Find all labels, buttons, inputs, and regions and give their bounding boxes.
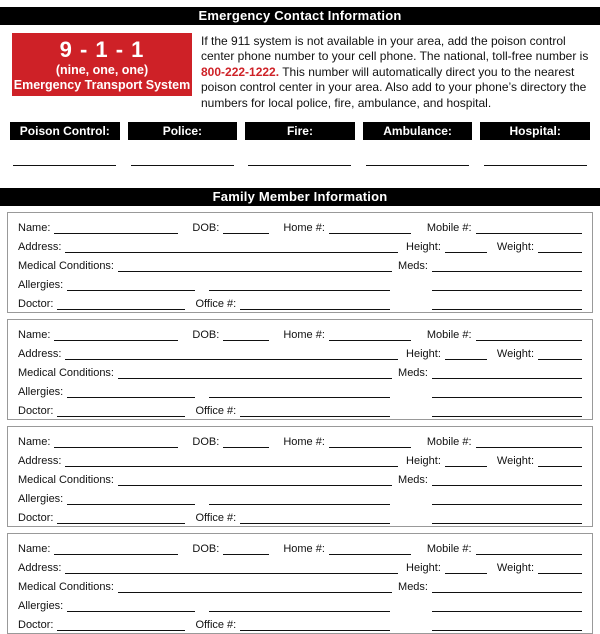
allergies-blank-line[interactable] (67, 396, 195, 398)
weight-label: Weight: (496, 241, 534, 254)
family-row-address (18, 451, 582, 470)
dob-label: DOB: (192, 543, 220, 556)
family-row-address (18, 558, 582, 577)
family-row-medical (18, 363, 582, 382)
911-spelled: (nine, one, one) (55, 62, 149, 77)
home-phone-label: Home #: (283, 329, 325, 342)
family-member-box (7, 319, 593, 420)
poison-control-blank-line[interactable] (13, 159, 116, 166)
family-row-address (18, 344, 582, 363)
family-row-allergies (18, 489, 582, 508)
meds-blank-line-2[interactable] (432, 396, 582, 398)
allergies-blank-line[interactable] (67, 610, 195, 612)
dob-label: DOB: (192, 329, 220, 342)
weight-blank-line[interactable] (538, 572, 582, 574)
intro-text-before: If the 911 system is not available in your area, add the poison control center phone number to your cell phone. The national, toll-free number is (201, 34, 589, 64)
allergies-blank-line[interactable] (67, 503, 195, 505)
meds-blank-line-2[interactable] (432, 503, 582, 505)
weight-blank-line[interactable] (538, 358, 582, 360)
family-row-name (18, 218, 582, 237)
address-blank-line[interactable] (65, 572, 398, 574)
family-row-medical (18, 577, 582, 596)
family-row-doctor (18, 508, 582, 527)
emergency-section-header: Emergency Contact Information (0, 7, 600, 25)
doctor-blank-line[interactable] (57, 308, 185, 310)
allergies-blank-line-2[interactable] (209, 289, 390, 291)
address-label: Address: (18, 348, 62, 361)
family-row-name (18, 432, 582, 451)
fire-blank-line[interactable] (248, 159, 351, 166)
family-row-doctor (18, 615, 582, 634)
mobile-phone-label: Mobile #: (426, 329, 472, 342)
intro-text-after: This number will automatically direct you to the nearest poison control center in your area. Also add to your phone’s directory the numbers for local police, fire, ambulance, and hospital. (201, 64, 587, 110)
name-blank-line[interactable] (54, 553, 178, 555)
family-member-box (7, 426, 593, 527)
height-label: Height: (406, 241, 441, 254)
meds-blank-line-3[interactable] (432, 415, 582, 417)
dob-blank-line[interactable] (223, 339, 269, 341)
meds-label: Meds: (398, 474, 428, 487)
allergies-blank-line-2[interactable] (209, 610, 390, 612)
family-section-header: Family Member Information (0, 188, 600, 206)
medical-conditions-label: Medical Conditions: (18, 474, 114, 487)
meds-blank-line-2[interactable] (432, 610, 582, 612)
doctor-label: Doctor: (18, 298, 54, 311)
height-label: Height: (406, 455, 441, 468)
doctor-label: Doctor: (18, 512, 54, 525)
dob-label: DOB: (192, 436, 220, 449)
family-row-address (18, 237, 582, 256)
height-label: Height: (406, 348, 441, 361)
medical-conditions-blank-line[interactable] (118, 270, 392, 272)
doctor-label: Doctor: (18, 619, 54, 632)
address-blank-line[interactable] (65, 358, 398, 360)
mobile-phone-blank-line[interactable] (476, 553, 582, 555)
home-phone-blank-line[interactable] (329, 232, 411, 234)
911-number: 9 - 1 - 1 (59, 36, 145, 62)
weight-label: Weight: (496, 562, 534, 575)
family-boxes-container (0, 212, 600, 634)
medical-conditions-label: Medical Conditions: (18, 581, 114, 594)
office-phone-blank-line[interactable] (240, 415, 390, 417)
contact-blank-row (10, 159, 590, 169)
medical-conditions-blank-line[interactable] (118, 377, 392, 379)
contact-blank-cell (480, 159, 590, 169)
family-row-allergies (18, 382, 582, 401)
label-hospital: Hospital: (480, 122, 590, 140)
mobile-phone-blank-line[interactable] (476, 446, 582, 448)
label-police: Police: (128, 122, 238, 140)
contact-blank-cell (245, 159, 355, 169)
family-row-allergies (18, 596, 582, 615)
office-phone-label: Office #: (195, 405, 237, 418)
medical-conditions-blank-line[interactable] (118, 484, 392, 486)
hospital-blank-line[interactable] (484, 159, 587, 166)
intro-row (12, 33, 594, 111)
home-phone-blank-line[interactable] (329, 339, 411, 341)
weight-label: Weight: (496, 348, 534, 361)
mobile-phone-label: Mobile #: (426, 436, 472, 449)
home-phone-blank-line[interactable] (329, 446, 411, 448)
contact-blank-cell (128, 159, 238, 169)
name-blank-line[interactable] (54, 232, 178, 234)
height-blank-line[interactable] (445, 358, 487, 360)
address-label: Address: (18, 562, 62, 575)
family-member-box (7, 212, 593, 313)
allergies-label: Allergies: (18, 279, 64, 292)
mobile-phone-blank-line[interactable] (476, 232, 582, 234)
meds-blank-line-2[interactable] (432, 289, 582, 291)
label-fire: Fire: (245, 122, 355, 140)
mobile-phone-label: Mobile #: (426, 222, 472, 235)
meds-label: Meds: (398, 260, 428, 273)
contact-blank-cell (363, 159, 473, 169)
meds-label: Meds: (398, 581, 428, 594)
office-phone-label: Office #: (195, 512, 237, 525)
dob-blank-line[interactable] (223, 232, 269, 234)
label-ambulance: Ambulance: (363, 122, 473, 140)
family-row-doctor (18, 294, 582, 313)
name-label: Name: (18, 222, 51, 235)
poison-control-phone-number: 800-222-1222. (201, 64, 280, 79)
home-phone-label: Home #: (283, 436, 325, 449)
home-phone-blank-line[interactable] (329, 553, 411, 555)
allergies-blank-line[interactable] (67, 289, 195, 291)
name-label: Name: (18, 436, 51, 449)
family-member-box (7, 533, 593, 634)
911-panel (12, 33, 192, 96)
medical-conditions-blank-line[interactable] (118, 591, 392, 593)
intro-paragraph (201, 33, 594, 111)
contact-blank-cell (10, 159, 120, 169)
weight-label: Weight: (496, 455, 534, 468)
weight-blank-line[interactable] (538, 465, 582, 467)
family-row-medical (18, 470, 582, 489)
name-blank-line[interactable] (54, 339, 178, 341)
family-row-medical (18, 256, 582, 275)
name-label: Name: (18, 329, 51, 342)
meds-blank-line[interactable] (432, 270, 582, 272)
doctor-blank-line[interactable] (57, 522, 185, 524)
address-label: Address: (18, 241, 62, 254)
height-blank-line[interactable] (445, 251, 487, 253)
contact-label-row (10, 122, 590, 140)
height-label: Height: (406, 562, 441, 575)
police-blank-line[interactable] (131, 159, 234, 166)
allergies-label: Allergies: (18, 600, 64, 613)
mobile-phone-label: Mobile #: (426, 543, 472, 556)
meds-blank-line[interactable] (432, 484, 582, 486)
allergies-blank-line-2[interactable] (209, 396, 390, 398)
meds-blank-line-3[interactable] (432, 629, 582, 631)
home-phone-label: Home #: (283, 222, 325, 235)
office-phone-label: Office #: (195, 619, 237, 632)
allergies-label: Allergies: (18, 493, 64, 506)
mobile-phone-blank-line[interactable] (476, 339, 582, 341)
office-phone-blank-line[interactable] (240, 629, 390, 631)
dob-blank-line[interactable] (223, 553, 269, 555)
office-phone-label: Office #: (195, 298, 237, 311)
dob-label: DOB: (192, 222, 220, 235)
name-label: Name: (18, 543, 51, 556)
medical-conditions-label: Medical Conditions: (18, 367, 114, 380)
911-subtitle: Emergency Transport System (13, 77, 191, 92)
meds-blank-line-3[interactable] (432, 308, 582, 310)
doctor-blank-line[interactable] (57, 629, 185, 631)
meds-blank-line-3[interactable] (432, 522, 582, 524)
dob-blank-line[interactable] (223, 446, 269, 448)
height-blank-line[interactable] (445, 465, 487, 467)
weight-blank-line[interactable] (538, 251, 582, 253)
ambulance-blank-line[interactable] (366, 159, 469, 166)
address-label: Address: (18, 455, 62, 468)
address-blank-line[interactable] (65, 251, 398, 253)
name-blank-line[interactable] (54, 446, 178, 448)
doctor-label: Doctor: (18, 405, 54, 418)
meds-blank-line[interactable] (432, 591, 582, 593)
doctor-blank-line[interactable] (57, 415, 185, 417)
office-phone-blank-line[interactable] (240, 308, 390, 310)
emergency-contact-form (0, 7, 600, 630)
family-row-doctor (18, 401, 582, 420)
height-blank-line[interactable] (445, 572, 487, 574)
family-row-allergies (18, 275, 582, 294)
home-phone-label: Home #: (283, 543, 325, 556)
meds-label: Meds: (398, 367, 428, 380)
allergies-blank-line-2[interactable] (209, 503, 390, 505)
office-phone-blank-line[interactable] (240, 522, 390, 524)
allergies-label: Allergies: (18, 386, 64, 399)
family-row-name (18, 325, 582, 344)
medical-conditions-label: Medical Conditions: (18, 260, 114, 273)
family-row-name (18, 539, 582, 558)
label-poison-control: Poison Control: (10, 122, 120, 140)
address-blank-line[interactable] (65, 465, 398, 467)
meds-blank-line[interactable] (432, 377, 582, 379)
